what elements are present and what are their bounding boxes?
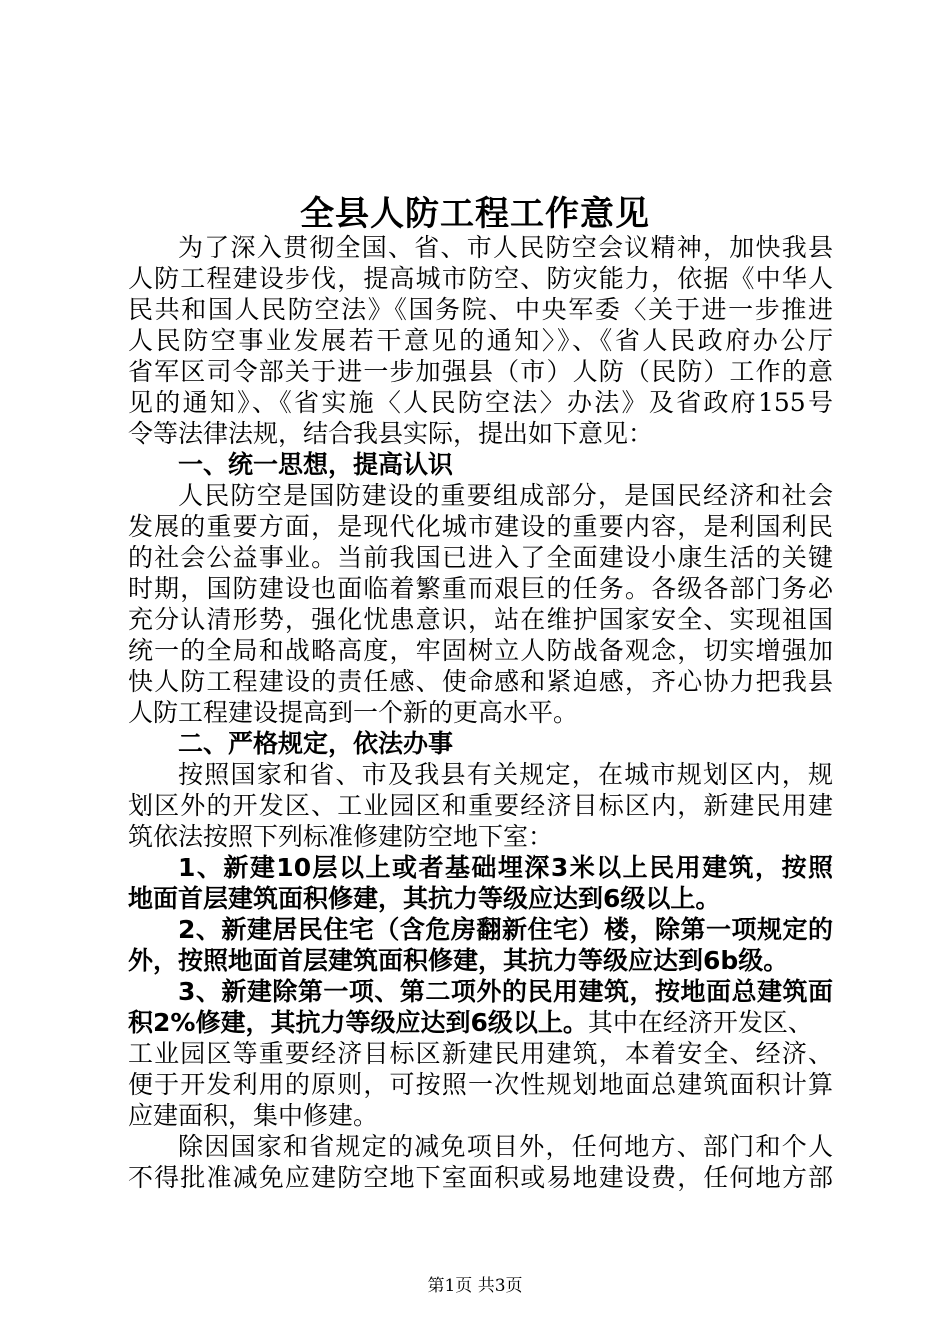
list-item-line: 1、新建10层以上或者基础埋深3米以上民用建筑，按照 — [178, 853, 833, 882]
document-title: 全县人防工程工作意见 — [300, 194, 650, 234]
paragraph-line: 工业园区等重要经济目标区新建民用建筑，本着安全、经济、 — [128, 1039, 833, 1068]
paragraph-line: 筑依法按照下列标准修建防空地下室： — [128, 822, 554, 851]
paragraph-line: 时期，国防建设也面临着繁重而艰巨的任务。各级各部门务必 — [128, 574, 833, 603]
paragraph-line: 按照国家和省、市及我县有关规定，在城市规划区内，规 — [178, 760, 833, 789]
list-item-line: 外，按照地面首层建筑面积修建，其抗力等级应达到6b级。 — [128, 946, 789, 975]
paragraph-line: 充分认清形势，强化忧患意识，站在维护国家安全、实现祖国 — [128, 605, 833, 634]
paragraph-line: 人防工程建设步伐，提高城市防空、防灾能力，依据《中华人 — [128, 264, 833, 293]
paragraph-line: 省军区司令部关于进一步加强县（市）人防（民防）工作的意 — [128, 357, 833, 386]
paragraph-line: 统一的全局和战略高度，牢固树立人防战备观念，切实增强加 — [128, 636, 833, 665]
list-item-bold-part: 积2%修建，其抗力等级应达到6级以上。 — [128, 1008, 588, 1037]
paragraph-line: 应建面积，集中修建。 — [128, 1101, 379, 1130]
list-item-line: 2、新建居民住宅（含危房翻新住宅）楼，除第一项规定的 — [178, 915, 833, 944]
paragraph-line: 人民防空是国防建设的重要组成部分，是国民经济和社会 — [178, 481, 833, 510]
paragraph-line: 民共和国人民防空法》《国务院、中央军委〈关于进一步推进 — [128, 295, 833, 324]
paragraph-line: 除因国家和省规定的减免项目外，任何地方、部门和个人 — [178, 1132, 833, 1161]
list-item-line: 3、新建除第一项、第二项外的民用建筑，按地面总建筑面 — [178, 977, 833, 1006]
paragraph-line: 划区外的开发区、工业园区和重要经济目标区内，新建民用建 — [128, 791, 833, 820]
paragraph-line: 便于开发利用的原则，可按照一次性规划地面总建筑面积计算 — [128, 1070, 833, 1099]
list-item-line: 地面首层建筑面积修建，其抗力等级应达到6级以上。 — [128, 884, 721, 913]
paragraph-line: 令等法律法规，结合我县实际，提出如下意见： — [128, 419, 654, 448]
paragraph-line: 见的通知》、《省实施〈人民防空法〉办法》及省政府155号 — [128, 388, 833, 417]
paragraph-line: 人民防空事业发展若干意见的通知〉》、《省人民政府办公厅 — [128, 326, 833, 355]
document-body — [128, 232, 833, 1193]
section-heading: 一、统一思想，提高认识 — [178, 450, 454, 479]
paragraph-line: 发展的重要方面，是现代化城市建设的重要内容，是利国利民 — [128, 512, 833, 541]
paragraph-line: 为了深入贯彻全国、省、市人民防空会议精神，加快我县 — [178, 233, 833, 262]
page-footer: 第1页 共3页 — [427, 1276, 523, 1296]
paragraph-line: 快人防工程建设的责任感、使命感和紧迫感，齐心协力把我县 — [128, 667, 833, 696]
paragraph-line: 不得批准减免应建防空地下室面积或易地建设费，任何地方部 — [128, 1163, 833, 1192]
paragraph-line: 的社会公益事业。当前我国已进入了全面建设小康生活的关键 — [128, 543, 833, 572]
section-heading: 二、严格规定，依法办事 — [178, 729, 454, 758]
list-item-normal-part: 其中在经济开发区、 — [587, 1008, 813, 1037]
list-item-line-mixed — [128, 1007, 833, 1038]
paragraph-line: 人防工程建设提高到一个新的更高水平。 — [128, 698, 579, 727]
